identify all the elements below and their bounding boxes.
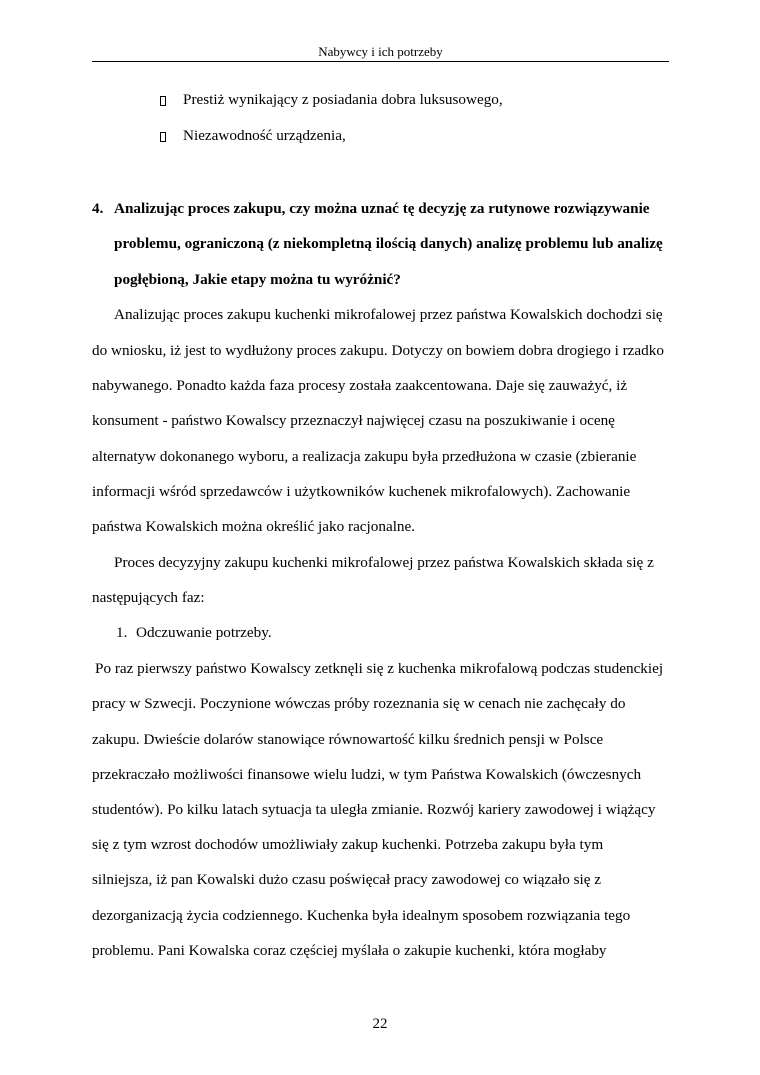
question-line: pogłębioną, Jakie etapy można tu wyróżnić? [114,271,401,288]
bullet-text: Niezawodność urządzenia, [183,127,346,144]
paragraph-line: silniejsza, iż pan Kowalski dużo czasu poświęcał pracy zawodowej co wiązało się z [92,871,602,888]
list-item-number: 1. [116,624,128,641]
header-rule [92,61,669,62]
paragraph-line: problemu. Pani Kowalska coraz częściej myślała o zakupie kuchenki, która mogłaby [92,942,607,959]
list-item-text: Odczuwanie potrzeby. [136,624,272,641]
question-line: Analizując proces zakupu, czy można uznać tę decyzję za rutynowe rozwiązywanie [114,200,650,217]
square-bullet-icon [160,132,166,142]
paragraph-line: do wniosku, iż jest to wydłużony proces zakupu. Dotyczy on bowiem dobra drogiego i rzadko [92,342,664,359]
page-number: 22 [372,1016,388,1032]
paragraph-line: dezorganizacją życia codziennego. Kuchenka była idealnym sposobem rozwiązania tego [92,907,631,924]
question-line: problemu, ograniczoną (z niekompletną ilością danych) analizę problemu lub analizę [114,235,663,252]
paragraph-line: zakupu. Dwieście dolarów stanowiące równowartość kilku średnich pensji w Polsce [92,731,604,748]
question-number: 4. [92,200,104,217]
bullet-text: Prestiż wynikający z posiadania dobra luksusowego, [183,91,503,108]
paragraph-line: studentów). Po kilku latach sytuacja ta uległa zmianie. Rozwój kariery zawodowej i wiążący [92,801,656,818]
paragraph-line: Po raz pierwszy państwo Kowalscy zetknęli się z kuchenka mikrofalową podczas studenckiej [95,660,664,677]
paragraph-line: państwa Kowalskich można określić jako racjonalne. [92,518,416,535]
paragraph-line: przekraczało możliwości finansowe wielu ludzi, w tym Państwa Kowalskich (ówczesnych [92,766,642,783]
paragraph-line: następujących faz: [92,589,205,606]
paragraph-line: alternatyw dokonanego wyboru, a realizacja zakupu była przedłużona w czasie (zbieranie [92,448,637,465]
paragraph-line: Analizując proces zakupu kuchenki mikrofalowej przez państwa Kowalskich dochodzi się [114,306,663,323]
paragraph-line: konsument - państwo Kowalscy przeznaczył najwięcej czasu na poszukiwanie i ocenę [92,412,615,429]
paragraph-line: nabywanego. Ponadto każda faza procesy została zaakcentowana. Daje się zauważyć, iż [92,377,628,394]
square-bullet-icon [160,96,166,106]
paragraph-line: Proces decyzyjny zakupu kuchenki mikrofalowej przez państwa Kowalskich składa się z [114,554,654,571]
running-header: Nabywcy i ich potrzeby [318,44,443,59]
paragraph-line: informacji wśród sprzedawców i użytkowników kuchenek mikrofalowych). Zachowanie [92,483,631,500]
paragraph-line: pracy w Szwecji. Poczynione wówczas próby rozeznania się w cenach nie zachęcały do [92,695,626,712]
paragraph-line: się z tym wzrost dochodów umożliwiały zakup kuchenki. Potrzeba zakupu była tym [92,836,604,853]
